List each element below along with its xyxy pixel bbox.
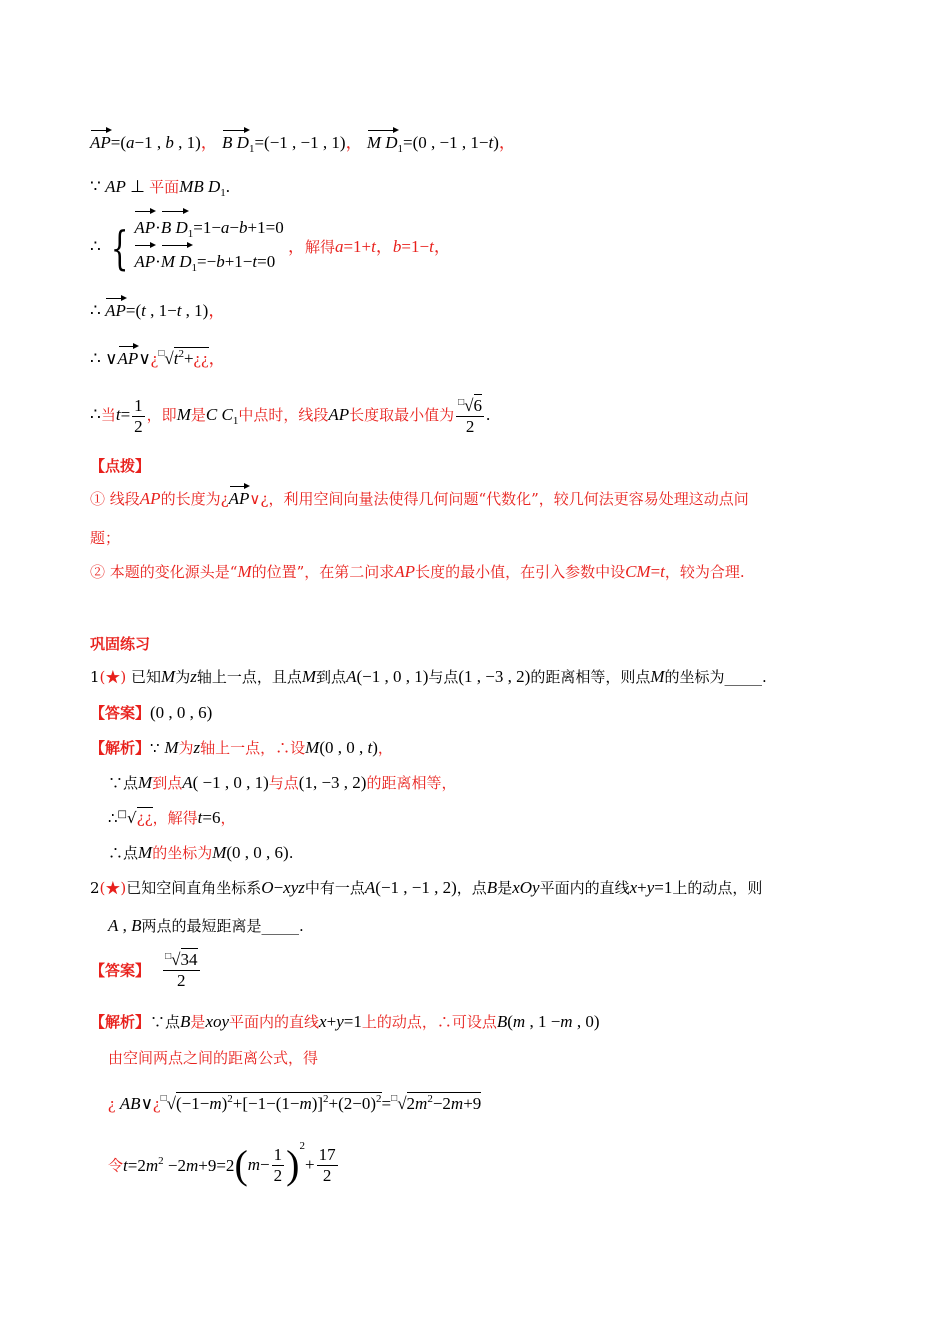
section-title: 巩固练习 xyxy=(90,635,151,653)
q1-analysis-2: ∵点M到点A( −1 , 0 , 1)与点(1, −3 , 2)的距离相等， xyxy=(108,773,457,792)
question-2: 2(★)已知空间直角坐标系O−xyz中有一点A(−1 , −1 , 2)，点B是xOy平面内的直线x+y=1上的动点，则 xyxy=(90,878,763,897)
tip-item-1-cont: 题； xyxy=(90,529,121,547)
q2-analysis-2: 由空间两点之间的距离公式，得 xyxy=(108,1049,319,1067)
q1-answer: 【答案】(0 , 0 , 6) xyxy=(90,703,213,722)
minimum-value-line: ∴当t= $\frac{1}{2}$ ，即M是C $C_1$中点时，线段AP长度取最小值为 $\frac{^□√6}{2}$ . xyxy=(90,396,491,436)
vector-length-line: ∴ $\vee AP\vee¿^□√t^2+¿¿$， xyxy=(90,348,226,368)
q1-analysis-1: 【解析】∵ M为z轴上一点，∴设M(0 , 0 , t)， xyxy=(90,738,393,757)
vector-coordinates-line: AP=(a−1 , b , 1)， B $D_1=(-1$ , −1 , 1)， M $D_1=(0$ , −1 , 1−t)， xyxy=(90,133,516,155)
q2-complete-square: 令$t=2m^2 -2m+9=2(m-$ $\frac{1}{2}$ )$^2$+ $\frac{17}{2}$ xyxy=(108,1140,336,1188)
question-1: 1(★) 已知M为z轴上一点，且点M到点A(−1 , 0 , 1)与点(1 , −3 , 2)的距离相等，则点M的坐标为_____. xyxy=(90,667,767,686)
vector-ap-result-line: ∴ AP=(t , 1−t , 1)， xyxy=(90,301,226,320)
q2-analysis-1: 【解析】∵点B是xoy平面内的直线x+y=1上的动点，∴可设点B(m , 1 −m , 0) xyxy=(90,1012,600,1031)
tip-header: 【点拨】 xyxy=(90,457,151,475)
q1-analysis-3: ∴□√¿¿，解得t=6， xyxy=(108,808,236,827)
tip-item-1: ① 线段AP的长度为¿AP∨¿，利用空间向量法使得几何问题“代数化”，较几何法更容易处理这动点问 xyxy=(90,489,749,508)
q2-answer: 【答案】 $\frac{^□√34}{2}$ xyxy=(90,950,198,990)
q1-analysis-4: ∴点M的坐标为M(0 , 0 , 6). xyxy=(108,843,294,862)
equation-system-line: ∴ { AP·B $D_1=1-a-b+1=0$ AP·M $D_1=-b+1-t=0$ ，解得a=1+t，b=1−t， xyxy=(90,214,451,282)
question-2-cont: A , B两点的最短距离是_____. xyxy=(108,916,304,935)
tip-item-2: ② 本题的变化源头是“M的位置”，在第二问求AP长度的最小值，在引入参数中设CM=t，较为合理. xyxy=(90,562,745,581)
perpendicular-condition-line: ∵ AP ⊥ 平面MB $D_1$. xyxy=(90,177,231,199)
q2-distance-formula: ¿ $AB\vee¿^□√(-1-m)^2+[-1-(1-m)]^2+(2-0)^2=^□√2m^2-2m+9$ xyxy=(108,1093,482,1113)
